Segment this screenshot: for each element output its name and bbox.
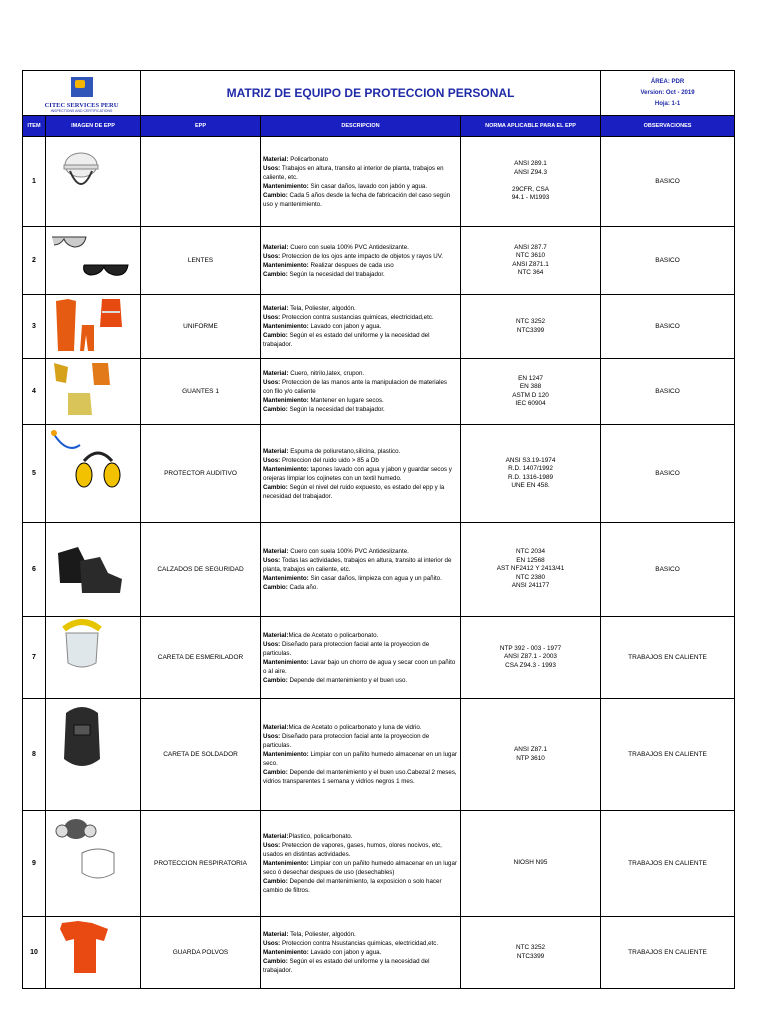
norma-line: NTC 2034 <box>515 548 546 556</box>
citec-logo-icon <box>71 77 93 97</box>
epp-description <box>261 295 461 359</box>
desc-mantenimiento-label: Mantenimiento: <box>263 860 309 867</box>
epp-image-cell <box>46 137 141 227</box>
observaciones: BASICO <box>601 523 735 617</box>
page-title: MATRIZ DE EQUIPO DE PROTECCION PERSONAL <box>141 71 601 116</box>
desc-cambio-label: Cambio: <box>263 191 288 199</box>
norma-line: R.D. 1316-1989 <box>507 473 554 481</box>
table-row <box>23 699 735 811</box>
epp-description <box>261 227 461 295</box>
desc-mantenimiento-value: Lavar bajo un chorro de agua y secar coon un pañito o al aire. <box>263 658 456 675</box>
desc-cambio-value: Según el es estado del uniforme y la necesidad del trabajador. <box>263 332 430 348</box>
desc-cambio-label: Cambio: <box>263 958 288 965</box>
observaciones: BASICO <box>601 295 735 359</box>
desc-usos-value: Todas las actividades, trabajos en altura, transito al interior de planta, trabajos en caliente, etc. <box>263 557 452 573</box>
epp-name: CALZADOS DE SEGURIDAD <box>141 523 261 617</box>
desc-mantenimiento <box>263 859 458 877</box>
norma-line: NTC3399 <box>516 326 545 334</box>
epp-name: GUANTES 1 <box>141 359 261 425</box>
epp-description <box>261 425 461 523</box>
desc-usos <box>263 378 458 396</box>
norma-aplicable <box>461 617 601 699</box>
desc-cambio <box>263 957 458 975</box>
norma-line: NTC 3610 <box>515 252 546 259</box>
desc-material-value: Cuero con suela 100% PVC Antideslizante. <box>288 548 409 555</box>
desc-material <box>263 447 458 456</box>
table-row <box>23 917 735 989</box>
table-row <box>23 617 735 699</box>
desc-mantenimiento <box>263 658 458 676</box>
hard-hat-icon <box>46 137 140 226</box>
desc-material-label: Material: <box>263 724 289 731</box>
desc-material-label: Material: <box>263 370 289 377</box>
norma-aplicable <box>461 359 601 425</box>
norma-line: UNE EN 458. <box>511 482 550 489</box>
desc-material <box>263 243 458 252</box>
safety-boots-icon <box>46 523 140 616</box>
norma-line: NTC 2380 <box>515 573 546 581</box>
epp-name <box>141 137 261 227</box>
desc-usos-label: Usos: <box>263 252 281 260</box>
norma-aplicable <box>461 137 601 227</box>
epp-image-cell <box>46 227 141 295</box>
desc-material-value: Mica de Acetato o policarbonato y luna de vidrio. <box>288 724 422 731</box>
desc-cambio-label: Cambio: <box>263 483 288 491</box>
header-row <box>23 71 735 116</box>
desc-mantenimiento <box>263 396 458 405</box>
uniform-icon <box>46 295 140 358</box>
area-label: ÁREA: PDR <box>650 78 685 85</box>
norma-line: CSA Z94.3 - 1993 <box>505 661 556 669</box>
desc-material <box>263 631 458 640</box>
desc-cambio-value: Según la necesidad del trabajador. <box>287 270 385 278</box>
desc-material-value: Mica de Acetato o policarbonato. <box>288 631 379 639</box>
norma-aplicable <box>461 425 601 523</box>
item-number: 7 <box>23 617 46 699</box>
table-row <box>23 137 735 227</box>
desc-material-label: Material: <box>263 931 289 938</box>
col-item: ITEM <box>23 116 46 137</box>
table-row <box>23 523 735 617</box>
item-number: 10 <box>23 917 46 989</box>
norma-line: NTC3399 <box>516 952 545 960</box>
desc-cambio-value: Según el es estado del uniforme y la necesidad del trabajador. <box>263 958 430 974</box>
desc-usos-label: Usos: <box>263 940 281 947</box>
company-name: CITEC SERVICES PERU <box>44 102 119 109</box>
desc-usos-label: Usos: <box>263 456 281 464</box>
epp-name: GUARDA POLVOS <box>141 917 261 989</box>
desc-usos <box>263 640 458 658</box>
item-number: 3 <box>23 295 46 359</box>
desc-usos-value: Preteccion de vapores, gases, humos, olores nocivos, etc, usados en distintas actividades. <box>263 842 442 858</box>
epp-image-cell <box>46 811 141 917</box>
desc-mantenimiento-value: Sin casar daños, lavado con jabón y agua. <box>308 182 428 190</box>
desc-usos <box>263 313 458 322</box>
item-number: 9 <box>23 811 46 917</box>
desc-material-value: Cuero con suela 100% PVC Antideslizante. <box>288 243 409 251</box>
company-subtitle: INSPECTIONS AND CERTIFICATIONS <box>50 109 113 113</box>
desc-material-label: Material: <box>263 631 289 639</box>
epp-description <box>261 359 461 425</box>
epp-name: LENTES <box>141 227 261 295</box>
norma-line <box>463 177 598 186</box>
desc-mantenimiento-value: Limpiar con un pañito humedo almacenar en un lugar seco ó desechar despues de uso (desechables) <box>263 860 457 876</box>
desc-cambio <box>263 483 458 501</box>
norma-line: ANSI Z871.1 <box>512 260 549 268</box>
observaciones: TRABAJOS EN CALIENTE <box>601 699 735 811</box>
norma-line: NTC 364 <box>517 269 544 276</box>
observaciones: BASICO <box>601 137 735 227</box>
norma-line: 94.1 - M1993 <box>511 194 550 202</box>
gloves-icon <box>46 359 140 424</box>
table-row <box>23 359 735 425</box>
epp-description <box>261 699 461 811</box>
desc-cambio-value: Depende del mantenimiento, la exposicion o solo hacer cambio de filtros. <box>263 878 442 894</box>
desc-material-label: Material: <box>263 305 289 312</box>
desc-mantenimiento <box>263 574 458 583</box>
observaciones: TRABAJOS EN CALIENTE <box>601 617 735 699</box>
epp-image-cell <box>46 617 141 699</box>
desc-material-label: Material: <box>263 447 289 455</box>
desc-material-value: Plastico, policarbonato. <box>288 833 353 840</box>
desc-mantenimiento-value: Lavado con jabon y agua. <box>308 949 382 956</box>
col-epp: EPP <box>141 116 261 137</box>
item-number: 2 <box>23 227 46 295</box>
desc-cambio-label: Cambio: <box>263 332 288 339</box>
norma-line: ANSI Z87.1 <box>514 746 548 753</box>
epp-image-cell <box>46 295 141 359</box>
desc-material-label: Material: <box>263 155 289 163</box>
desc-cambio-value: Depende del mantenimiento y el buen uso. <box>287 676 408 684</box>
desc-material-value: Policarbonato <box>288 155 329 163</box>
desc-mantenimiento <box>263 322 458 331</box>
norma-line: NTC 3252 <box>515 318 546 325</box>
norma-line: IEC 60904 <box>515 400 546 407</box>
doc-meta <box>601 71 735 116</box>
desc-mantenimiento-label: Mantenimiento: <box>263 465 309 473</box>
table-row <box>23 227 735 295</box>
desc-usos-value: Proteccion de las manos ante la manipulacion de materiales con filo y/o caliente <box>263 379 448 395</box>
desc-mantenimiento <box>263 750 458 768</box>
desc-usos <box>263 164 458 182</box>
desc-usos-value: Diseñado para proteccion facial ante la proyeccion de particulas. <box>263 733 430 749</box>
desc-mantenimiento-label: Mantenimiento: <box>263 949 309 956</box>
work-shirt-icon <box>46 917 140 988</box>
desc-mantenimiento-label: Mantenimiento: <box>263 397 309 404</box>
desc-material-value: Tela, Poliester, algodón. <box>288 305 356 312</box>
safety-glasses-icon <box>46 227 140 294</box>
epp-name: CARETA DE SOLDADOR <box>141 699 261 811</box>
desc-usos-label: Usos: <box>263 164 281 172</box>
col-descripcion: DESCRIPCION <box>261 116 461 137</box>
norma-line: ASTM D 120 <box>512 391 549 399</box>
norma-aplicable <box>461 227 601 295</box>
desc-material-label: Material: <box>263 833 289 840</box>
norma-line: 29CFR, CSA <box>512 185 549 193</box>
desc-mantenimiento-value: tapones lavado con agua y jabon y guardar secos y orejeras limpiar los cojinetes con un textil humedo. <box>263 465 452 482</box>
desc-material <box>263 547 458 556</box>
desc-usos-label: Usos: <box>263 640 281 648</box>
desc-material-value: Cuero, nitrilo,latex, crupon. <box>288 370 365 377</box>
face-shield-icon <box>46 617 140 698</box>
item-number: 6 <box>23 523 46 617</box>
desc-mantenimiento-label: Mantenimiento: <box>263 323 309 330</box>
desc-cambio-value: Cada año. <box>287 584 319 591</box>
epp-name: CARETA DE ESMERILADOR <box>141 617 261 699</box>
desc-usos-value: Trabajos en altura, transito al interior de planta, trabajos en caliente, etc. <box>263 164 444 181</box>
observaciones: TRABAJOS EN CALIENTE <box>601 917 735 989</box>
norma-aplicable <box>461 917 601 989</box>
desc-mantenimiento-label: Mantenimiento: <box>263 261 309 269</box>
norma-line: EN 1247 <box>518 374 543 382</box>
epp-description <box>261 617 461 699</box>
ppe-matrix-table <box>22 70 735 989</box>
epp-description <box>261 137 461 227</box>
norma-aplicable <box>461 699 601 811</box>
epp-image-cell <box>46 523 141 617</box>
desc-mantenimiento-label: Mantenimiento: <box>263 658 309 666</box>
norma-aplicable <box>461 811 601 917</box>
desc-cambio <box>263 405 458 414</box>
desc-cambio-value: Según la necesidad del trabajador. <box>287 406 385 413</box>
desc-cambio <box>263 191 458 209</box>
norma-line: EN 388 <box>519 383 542 390</box>
desc-cambio <box>263 270 458 279</box>
desc-usos-value: Proteccion contra sustancias quimicas, electricidad,etc. <box>280 314 434 321</box>
desc-mantenimiento <box>263 182 458 191</box>
desc-material-value: Espuma de poliuretano,silicina, plastico. <box>288 447 401 455</box>
norma-line: ANSI S3.19-1974 <box>505 456 556 464</box>
welding-mask-icon <box>46 699 140 810</box>
item-number: 1 <box>23 137 46 227</box>
desc-cambio-label: Cambio: <box>263 878 288 885</box>
desc-usos <box>263 939 458 948</box>
desc-usos-value: Proteccion del ruido uido > 85 a Db <box>280 456 379 464</box>
epp-description <box>261 523 461 617</box>
desc-mantenimiento <box>263 465 458 483</box>
norma-line: NIOSH N95 <box>513 859 548 867</box>
desc-usos-label: Usos: <box>263 842 281 849</box>
desc-usos <box>263 841 458 859</box>
desc-cambio-value: Cada 5 años desde la fecha de fabricación del caso según uso y mantenimiento. <box>263 191 451 208</box>
norma-line: EN 12568 <box>516 556 545 564</box>
epp-description <box>261 917 461 989</box>
desc-material-label: Material: <box>263 243 289 251</box>
desc-usos <box>263 252 458 261</box>
company-logo-cell <box>23 71 141 116</box>
desc-cambio-label: Cambio: <box>263 270 288 278</box>
observaciones: BASICO <box>601 359 735 425</box>
desc-usos-label: Usos: <box>263 733 281 740</box>
desc-cambio <box>263 877 458 895</box>
desc-usos <box>263 456 458 465</box>
norma-line: ANSI Z94.3 <box>514 168 548 176</box>
epp-name: UNIFORME <box>141 295 261 359</box>
desc-usos-value: Proteccion de los ojos ante impacto de objetos y rayos UV. <box>280 252 444 260</box>
desc-usos-label: Usos: <box>263 379 281 386</box>
epp-name: PROTECTOR AUDITIVO <box>141 425 261 523</box>
desc-cambio-value: Depende del mantenimiento y el buen uso.Cabezal 2 meses, vidrios transparentes 1 semana y vidrios negros 1 mes. <box>263 769 457 785</box>
norma-line: AST NF2412 Y 2413/41 <box>496 565 565 573</box>
col-imagen: IMAGEN DE EPP <box>46 116 141 137</box>
respirator-icon <box>46 811 140 916</box>
desc-material <box>263 304 458 313</box>
desc-mantenimiento-label: Mantenimiento: <box>263 182 309 190</box>
desc-material <box>263 369 458 378</box>
epp-description <box>261 811 461 917</box>
desc-cambio-value: Según el nivel del ruido expuesto, es estado del epp y la necesidad del trabajador. <box>263 483 445 500</box>
item-number: 4 <box>23 359 46 425</box>
desc-mantenimiento-label: Mantenimiento: <box>263 751 309 758</box>
desc-mantenimiento-value: Lavado con jabon y agua. <box>308 323 382 330</box>
desc-cambio-label: Cambio: <box>263 676 288 684</box>
table-row <box>23 811 735 917</box>
table-row <box>23 425 735 523</box>
col-norma: NORMA APLICABLE PARA EL EPP <box>461 116 601 137</box>
desc-cambio <box>263 583 458 592</box>
ear-protection-icon <box>46 425 140 522</box>
observaciones: BASICO <box>601 227 735 295</box>
desc-material <box>263 723 458 732</box>
desc-material-label: Material: <box>263 548 289 555</box>
item-number: 8 <box>23 699 46 811</box>
desc-mantenimiento-value: Limpiar con un pañito humedo almacenar en un lugar seco. <box>263 751 457 767</box>
norma-line: R.D. 1407/1992 <box>508 465 553 472</box>
desc-material <box>263 832 458 841</box>
version-label: Version: Oct - 2019 <box>640 89 695 96</box>
desc-cambio-label: Cambio: <box>263 584 288 591</box>
norma-aplicable <box>461 295 601 359</box>
col-observaciones: OBSERVACIONES <box>601 116 735 137</box>
desc-cambio-label: Cambio: <box>263 406 288 413</box>
desc-usos-value: Diseñado para proteccion facial ante la proyeccion de particulas. <box>263 640 430 657</box>
norma-line: NTC 3252 <box>515 944 546 951</box>
desc-mantenimiento-label: Mantenimiento: <box>263 575 309 582</box>
epp-image-cell <box>46 359 141 425</box>
desc-material <box>263 930 458 939</box>
desc-cambio <box>263 331 458 349</box>
sheet-label: Hoja: 1-1 <box>654 100 681 107</box>
norma-line: ANSI 289.1 <box>514 160 547 168</box>
epp-image-cell <box>46 425 141 523</box>
desc-usos <box>263 556 458 574</box>
table-row <box>23 295 735 359</box>
desc-mantenimiento-value: Sin casar daños, limpieza con agua y un pañito. <box>308 575 442 582</box>
desc-material-value: Tela, Poliester, algodón. <box>288 931 356 938</box>
desc-material <box>263 155 458 164</box>
desc-cambio-label: Cambio: <box>263 769 288 776</box>
observaciones: BASICO <box>601 425 735 523</box>
desc-usos-value: Proteccion contra Nsustancias quimicas, electricidad,etc. <box>280 940 439 947</box>
epp-image-cell <box>46 917 141 989</box>
norma-line: NTP 392 - 003 - 1977 <box>499 644 562 652</box>
norma-line: ANSI Z87.1 - 2003 <box>504 653 557 661</box>
column-header-row <box>23 116 735 137</box>
desc-cambio <box>263 676 458 685</box>
norma-line: NTP 3610 <box>516 754 545 762</box>
desc-mantenimiento-value: Mantener en lugare secos. <box>308 397 384 404</box>
table-body <box>23 137 735 989</box>
epp-image-cell <box>46 699 141 811</box>
desc-mantenimiento-value: Realizar despues de cada uso <box>308 261 394 269</box>
norma-aplicable <box>461 523 601 617</box>
epp-name: PROTECCION RESPIRATORIA <box>141 811 261 917</box>
desc-usos-label: Usos: <box>263 557 281 564</box>
item-number: 5 <box>23 425 46 523</box>
observaciones: TRABAJOS EN CALIENTE <box>601 811 735 917</box>
desc-usos <box>263 732 458 750</box>
desc-usos-label: Usos: <box>263 314 281 321</box>
desc-mantenimiento <box>263 948 458 957</box>
desc-cambio <box>263 768 458 786</box>
desc-mantenimiento <box>263 261 458 270</box>
norma-line: ANSI 287.7 <box>514 243 547 251</box>
norma-line: ANSI 241177 <box>511 582 550 590</box>
